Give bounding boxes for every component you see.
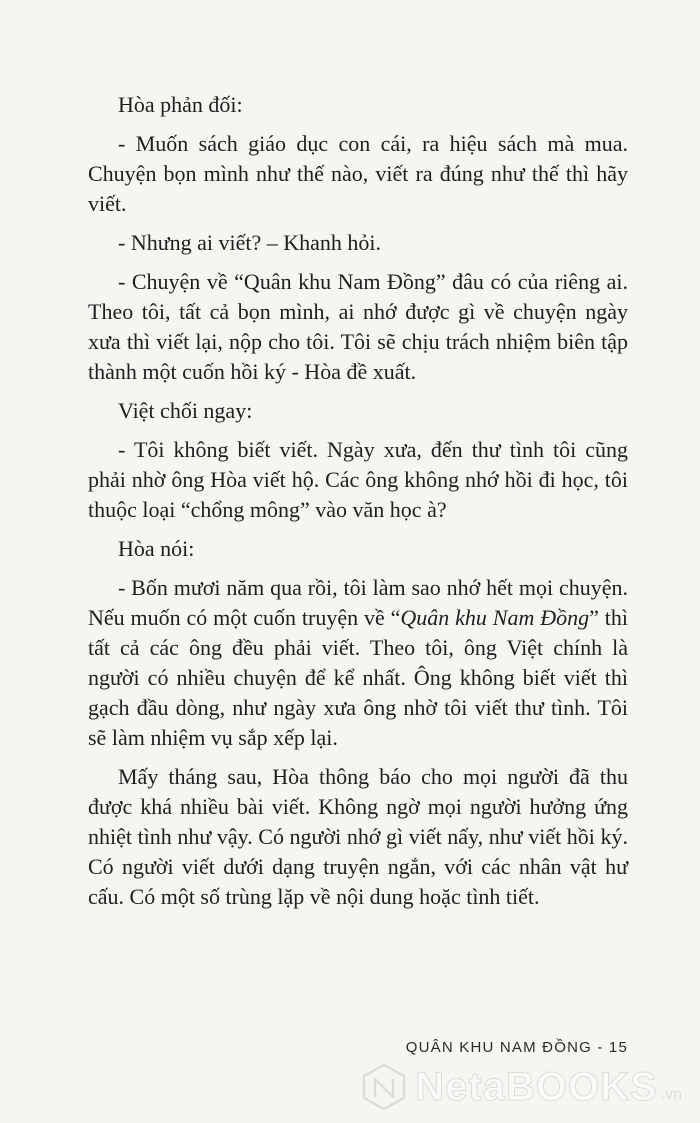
paragraph-text: ” thì tất cả các ông đều phải viết. Theo tôi, ông Việt chính là người có nhiều chuyện để kể nhất. Ông không biết viết thì gạch đầu dòng, như ngày xưa ông nhờ tôi viết thư tình. Tôi sẽ làm nhiệm vụ sắp xếp lại. [88, 605, 628, 750]
watermark-suffix: .vn [660, 1086, 682, 1103]
paragraph: - Muốn sách giáo dục con cái, ra hiệu sách mà mua. Chuyện bọn mình như thế nào, viết ra đúng như thế thì hãy viết. [88, 131, 628, 216]
body-text [88, 90, 628, 921]
paragraph-text: - Bốn mươi năm qua rồi, tôi làm sao nhớ hết mọi chuyện. Nếu muốn có một cuốn truyện về “ [88, 575, 628, 630]
paragraph: Việt chối ngay: [118, 398, 253, 423]
netabooks-logo-icon [359, 1062, 409, 1112]
running-footer: QUÂN KHU NAM ĐỒNG - 15 [405, 1039, 628, 1056]
paragraph [88, 573, 628, 753]
paragraph: Hòa phản đối: [118, 92, 243, 117]
paragraph: Hòa nói: [118, 536, 195, 561]
paragraph: Mấy tháng sau, Hòa thông báo cho mọi người đã thu được khá nhiều bài viết. Không ngờ mọi người hưởng ứng nhiệt tình như vậy. Có người nhớ gì viết nấy, như viết hồi ký. Có người viết dưới dạng truyện ngắn, với các nhân vật hư cấu. Có một số trùng lặp về nội dung hoặc tình tiết. [88, 764, 628, 909]
paragraph: - Chuyện về “Quân khu Nam Đồng” đâu có của riêng ai. Theo tôi, tất cả bọn mình, ai nhớ được gì về chuyện ngày xưa thì viết lại, nộp cho tôi. Tôi sẽ chịu trách nhiệm biên tập thành một cuốn hồi ký - Hòa đề xuất. [88, 269, 628, 384]
paragraph: - Tôi không biết viết. Ngày xưa, đến thư tình tôi cũng phải nhờ ông Hòa viết hộ. Các ông không nhớ hồi đi học, tôi thuộc loại “chổng mông” vào văn học à? [88, 437, 628, 522]
watermark-brand: NetaBOOKS [415, 1064, 658, 1109]
watermark [359, 1062, 682, 1112]
paragraph: - Nhưng ai viết? – Khanh hỏi. [118, 230, 382, 255]
italic-title: Quân khu Nam Đồng [400, 605, 590, 630]
